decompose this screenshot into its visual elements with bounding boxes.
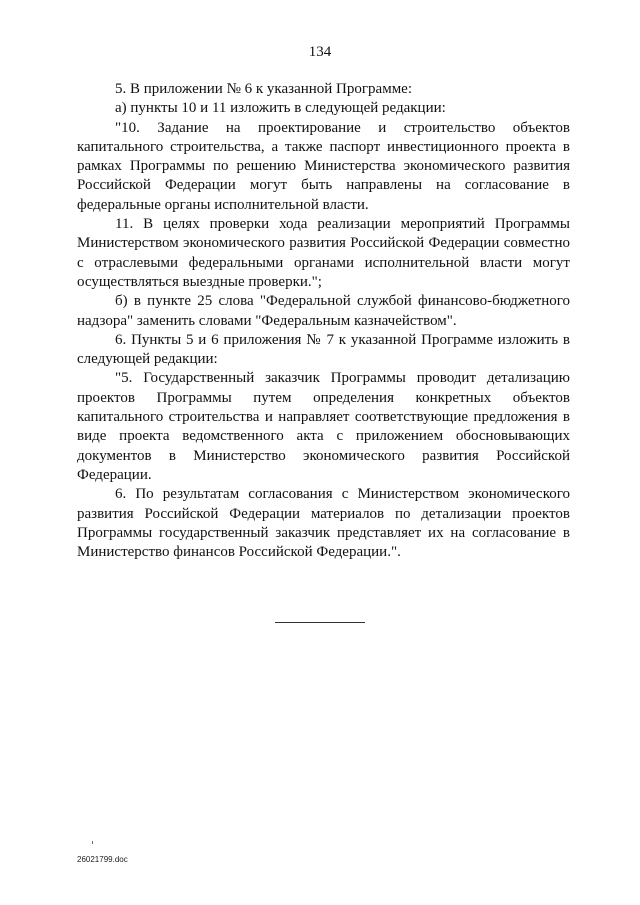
paragraph-subitem-a: а) пункты 10 и 11 изложить в следующей редакции: (115, 100, 446, 117)
paragraph-item-6: 6. Пункты 5 и 6 приложения № 7 к указанной Программе изложить в следующей редакции: (77, 331, 570, 368)
scan-mark (92, 841, 93, 844)
document-body (77, 80, 570, 562)
paragraph-point-5-new: "5. Государственный заказчик Программы проводит детализацию проектов Программы путем определения конкретных объектов капитального строительства и направляет соответствующие предложения в виде проекта ведомственного акта с приложением обосновывающих документов в Министерство экономического развития Российской Федерации. (77, 370, 570, 483)
page-number: 134 (308, 44, 332, 60)
paragraph-point-10: "10. Задание на проектирование и строительство объектов капитального строительства, а также паспорт инвестиционного проекта в рамках Программы по решению Министерства экономического развития Российской Федерации могут быть направлены на согласование в федеральные органы исполнительной власти. (77, 119, 570, 213)
paragraph-point-6-new: 6. По результатам согласования с Министерством экономического развития Российской Федерации материалов по детализации проектов Программы государственный заказчик представляет их на согласование в Министерство финансов Российской Федерации.". (77, 486, 570, 561)
paragraph-subitem-b: б) в пункте 25 слова "Федеральной службой финансово-бюджетного надзора" заменить словами "Федеральным казначейством". (77, 293, 570, 329)
paragraph-item-5: 5. В приложении № 6 к указанной Программе: (115, 81, 413, 97)
footer-filename: 26021799.doc (77, 855, 128, 864)
paragraph-point-11: 11. В целях проверки хода реализации мероприятий Программы Министерством экономического развития Российской Федерации совместно с отраслевыми федеральными органами исполнительной власти могут осуществляться выездные проверки."; (77, 216, 570, 290)
end-separator-line (275, 622, 365, 623)
